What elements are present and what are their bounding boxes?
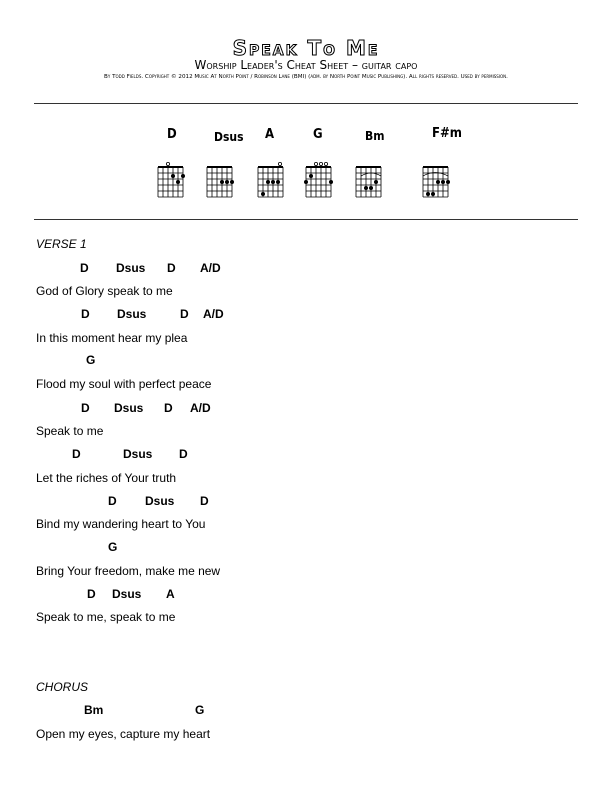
chord-symbol: D: [167, 261, 176, 275]
lyric-line: In this moment hear my plea: [36, 331, 188, 345]
chord-symbol: Dsus: [116, 261, 146, 275]
lyric-line: Flood my soul with perfect peace: [36, 377, 212, 391]
chord-name-fsharp-m: F#m: [432, 126, 462, 141]
chord-symbol: Dsus: [114, 401, 144, 415]
chord-symbol: Dsus: [112, 587, 142, 601]
chord-symbol: D: [72, 447, 81, 461]
chord-symbol: D: [81, 401, 90, 415]
chord-name-d: D: [167, 127, 177, 142]
chord-diagram-a: [256, 160, 286, 200]
lyric-line: Bring Your freedom, make me new: [36, 564, 221, 578]
lyric-line: Open my eyes, capture my heart: [36, 727, 211, 741]
chord-name-dsus: Dsus: [214, 130, 244, 144]
chord-symbol: D: [108, 494, 117, 508]
copyright-credit: By Todd Fields. Copyright © 2012 Music At North Point / Robinson Lane (BMI) (adm. by North Point Music Publishing). All rights reserved. Used by permission.: [104, 74, 508, 80]
chord-name-bm: Bm: [365, 129, 385, 143]
chord-diagram-dsus: [205, 160, 235, 200]
chord-symbol: D: [179, 447, 188, 461]
chord-symbol: Dsus: [145, 494, 175, 508]
lyric-line: Speak to me: [36, 424, 104, 438]
section-label-verse: VERSE 1: [36, 237, 87, 251]
chord-symbol: D: [180, 307, 189, 321]
chord-symbol: A: [166, 587, 175, 601]
chord-diagram-g: [304, 160, 334, 200]
song-title: Speak To Me: [232, 36, 380, 60]
lyric-line: Speak to me, speak to me: [36, 610, 176, 624]
chord-diagram-bm: [354, 160, 384, 200]
chord-symbol: A/D: [190, 401, 211, 415]
sheet-subtitle: Worship Leader's Cheat Sheet – guitar capo: [194, 58, 418, 72]
chord-symbol: Dsus: [117, 307, 147, 321]
section-label-chorus: CHORUS: [36, 680, 89, 694]
diagram-divider: [34, 219, 578, 220]
chord-symbol: G: [86, 353, 96, 367]
lyric-line: God of Glory speak to me: [36, 284, 173, 298]
chord-symbol: D: [80, 261, 89, 275]
chord-symbol: D: [200, 494, 209, 508]
chord-symbol: A/D: [200, 261, 221, 275]
lyric-line: Let the riches of Your truth: [36, 471, 177, 485]
chord-diagram-d: [156, 160, 186, 200]
chord-name-a: A: [265, 127, 275, 142]
lyric-line: Bind my wandering heart to You: [36, 517, 206, 531]
top-divider: [34, 103, 578, 104]
chord-symbol: Dsus: [123, 447, 153, 461]
chord-name-g: G: [313, 127, 323, 142]
chord-symbol: G: [195, 703, 205, 717]
chord-symbol: Bm: [84, 703, 104, 717]
chord-symbol: A/D: [203, 307, 224, 321]
chord-diagram-fsharp-m: [421, 160, 451, 200]
chord-symbol: D: [81, 307, 90, 321]
chord-symbol: G: [108, 540, 118, 554]
chord-symbol: D: [87, 587, 96, 601]
chord-symbol: D: [164, 401, 173, 415]
